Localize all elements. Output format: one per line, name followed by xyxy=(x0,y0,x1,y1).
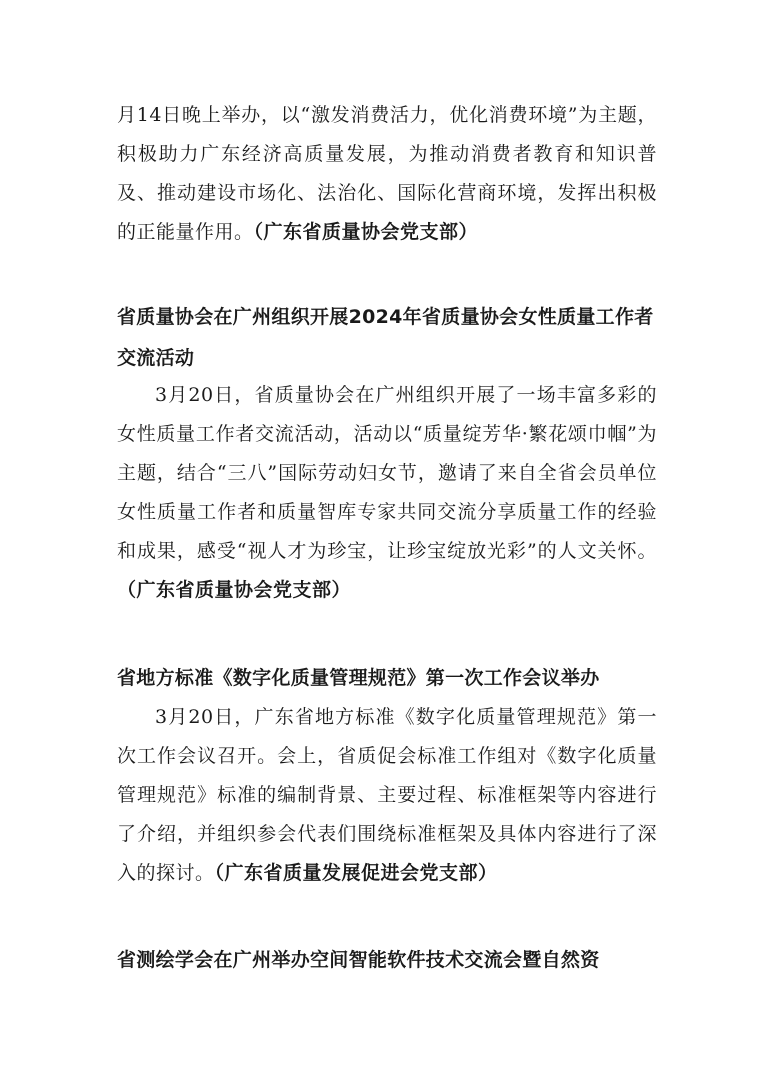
article-1-source: （广东省质量协会党支部） xyxy=(117,579,352,601)
article-1-paragraph xyxy=(117,376,657,610)
intro-source: （广东省质量协会党支部） xyxy=(253,221,479,243)
intro-paragraph xyxy=(117,96,657,252)
article-2-paragraph xyxy=(117,698,657,893)
article-2-body: 3月20日，广东省地方标准《数字化质量管理规范》第一次工作会议召开。会上，省质促会标准工作组对《数字化质量管理规范》标准的编制背景、主要过程、标准框架等内容进行了介绍，并组织参会代表们围绕标准框架及具体内容进行了深入的探讨。 xyxy=(117,706,657,884)
intro-body: 月14日晚上举办，以“激发消费活力，优化消费环境”为主题，积极助力广东经济高质量发展，为推动消费者教育和知识普及、推动建设市场化、法治化、国际化营商环境，发挥出积极的正能量作用。 xyxy=(117,104,657,243)
article-1-body: 3月20日，省质量协会在广州组织开展了一场丰富多彩的女性质量工作者交流活动，活动以“质量绽芳华·繁花颂巾帼”为主题，结合“三八”国际劳动妇女节，邀请了来自全省会员单位女性质量工作者和质量智库专家共同交流分享质量工作的经验和成果，感受“视人才为珍宝，让珍宝绽放光彩”的人文关怀。 xyxy=(117,384,657,562)
article-1-title: 省质量协会在广州组织开展2024年省质量协会女性质量工作者交流活动 xyxy=(117,306,654,369)
article-2-source: （广东省质量发展促进会党支部） xyxy=(214,862,498,884)
article-3-title: 省测绘学会在广州举办空间智能软件技术交流会暨自然资 xyxy=(117,949,600,971)
article-2-title: 省地方标准《数字化质量管理规范》第一次工作会议举办 xyxy=(117,667,600,689)
